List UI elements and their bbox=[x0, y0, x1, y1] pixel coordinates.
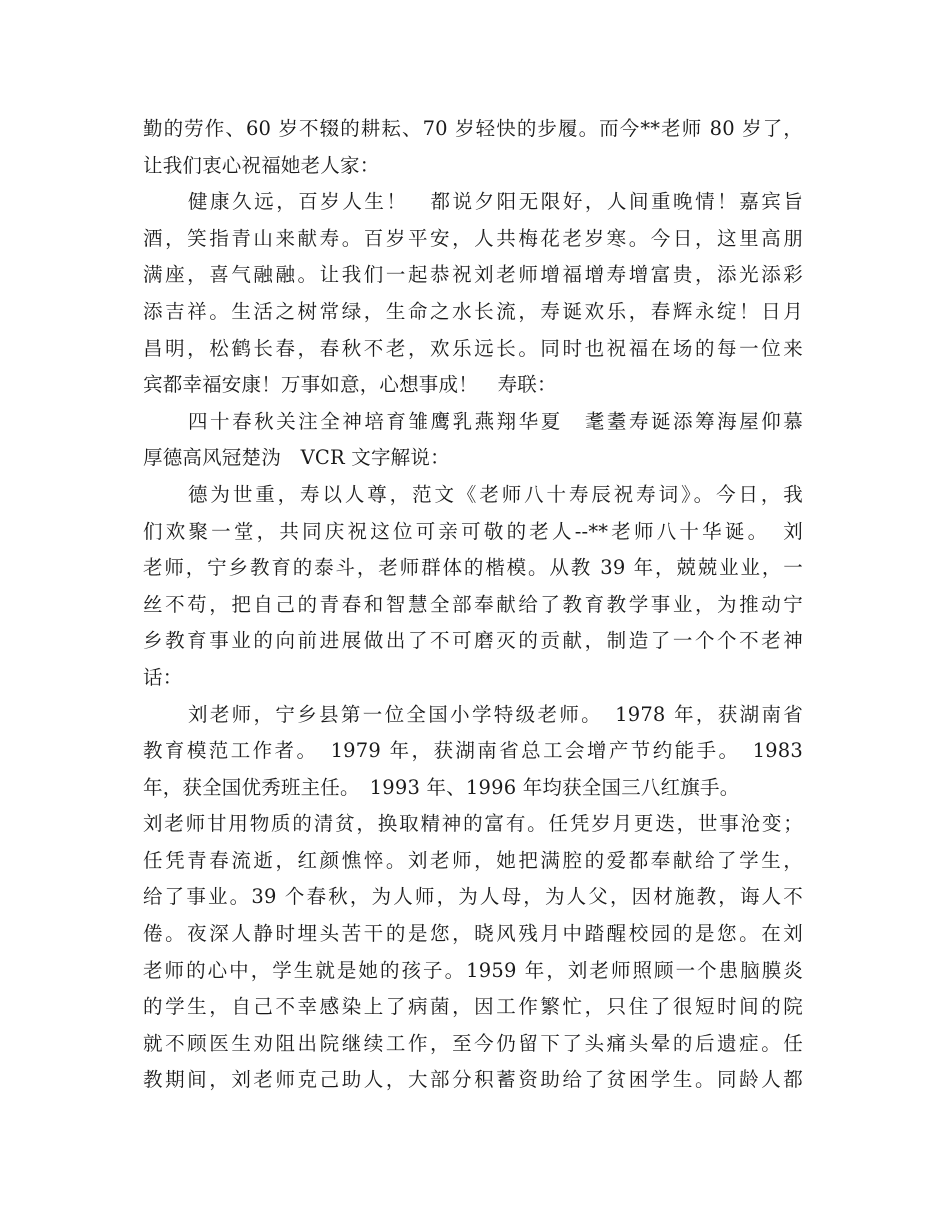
text-line: 老师的心中，学生就是她的孩子。1959 年，刘老师照顾一个患脑膜炎 bbox=[143, 958, 803, 982]
paragraph-start-line: 健康久远，百岁人生！ 都说夕阳无限好，人间重晚情！嘉宾旨 bbox=[188, 190, 803, 214]
text-line: 酒，笑指青山来献寿。百岁平安，人共梅花老岁寒。今日，这里高朋 bbox=[143, 226, 803, 250]
text-line: 厚德高风冠楚沩 VCR 文字解说： bbox=[143, 446, 450, 470]
text-line: 宾都幸福安康！万事如意，心想事成！ 寿联： bbox=[143, 373, 557, 397]
paragraph-start-line: 刘老师，宁乡县第一位全国小学特级老师。 1978 年，获湖南省 bbox=[188, 702, 803, 726]
paragraph-start-line: 四十春秋关注全神培育雏鹰乳燕翔华夏 耄耋寿诞添筹海屋仰慕 bbox=[188, 409, 803, 433]
text-line: 教育模范工作者。 1979 年，获湖南省总工会增产节约能手。 1983 bbox=[143, 739, 803, 763]
text-line: 添吉祥。生活之树常绿，生命之水长流，寿诞欢乐，春辉永绽！日月 bbox=[143, 299, 803, 323]
text-line: 昌明，松鹤长春，春秋不老，欢乐远长。同时也祝福在场的每一位来 bbox=[143, 336, 803, 360]
text-line: 给了事业。39 个春秋，为人师，为人母，为人父，因材施教，诲人不 bbox=[143, 885, 803, 909]
text-line: 乡教育事业的向前进展做出了不可磨灭的贡献，制造了一个个不老神 bbox=[143, 629, 803, 653]
text-line: 就不顾医生劝阻出院继续工作，至今仍留下了头痛头晕的后遗症。任 bbox=[143, 1031, 803, 1055]
paragraph-start-line: 德为世重，寿以人尊，范文《老师八十寿辰祝寿词》。今日，我 bbox=[188, 482, 803, 506]
text-line: 老师，宁乡教育的泰斗，老师群体的楷模。从教 39 年，兢兢业业，一 bbox=[143, 556, 803, 580]
text-line: 教期间，刘老师克己助人，大部分积蓄资助给了贫困学生。同龄人都 bbox=[143, 1068, 803, 1092]
text-line: 丝不苟，把自己的青春和智慧全部奉献给了教育教学事业，为推动宁 bbox=[143, 592, 803, 616]
text-line: 的学生，自己不幸感染上了病菌，因工作繁忙，只住了很短时间的院 bbox=[143, 995, 803, 1019]
text-line: 们欢聚一堂，共同庆祝这位可亲可敬的老人--**老师八十华诞。 刘 bbox=[143, 519, 803, 543]
text-line: 任凭青春流逝，红颜憔悴。刘老师，她把满腔的爱都奉献给了学生， bbox=[143, 848, 803, 872]
text-line: 倦。夜深人静时埋头苦干的是您，晓风残月中踏醒校园的是您。在刘 bbox=[143, 922, 803, 946]
text-line: 年，获全国优秀班主任。 1993 年、1996 年均获全国三八红旗手。 bbox=[143, 775, 740, 799]
text-line: 勤的劳作、60 岁不辍的耕耘、70 岁轻快的步履。而今**老师 80 岁了， bbox=[143, 117, 803, 140]
text-line: 让我们衷心祝福她老人家： bbox=[143, 153, 380, 177]
text-line: 满座，喜气融融。让我们一起恭祝刘老师增福增寿增富贵，添光添彩 bbox=[143, 263, 803, 287]
text-line: 话： bbox=[143, 665, 183, 689]
document-page bbox=[143, 111, 803, 1099]
text-line: 刘老师甘用物质的清贫，换取精神的富有。任凭岁月更迭，世事沧变； bbox=[143, 812, 803, 836]
